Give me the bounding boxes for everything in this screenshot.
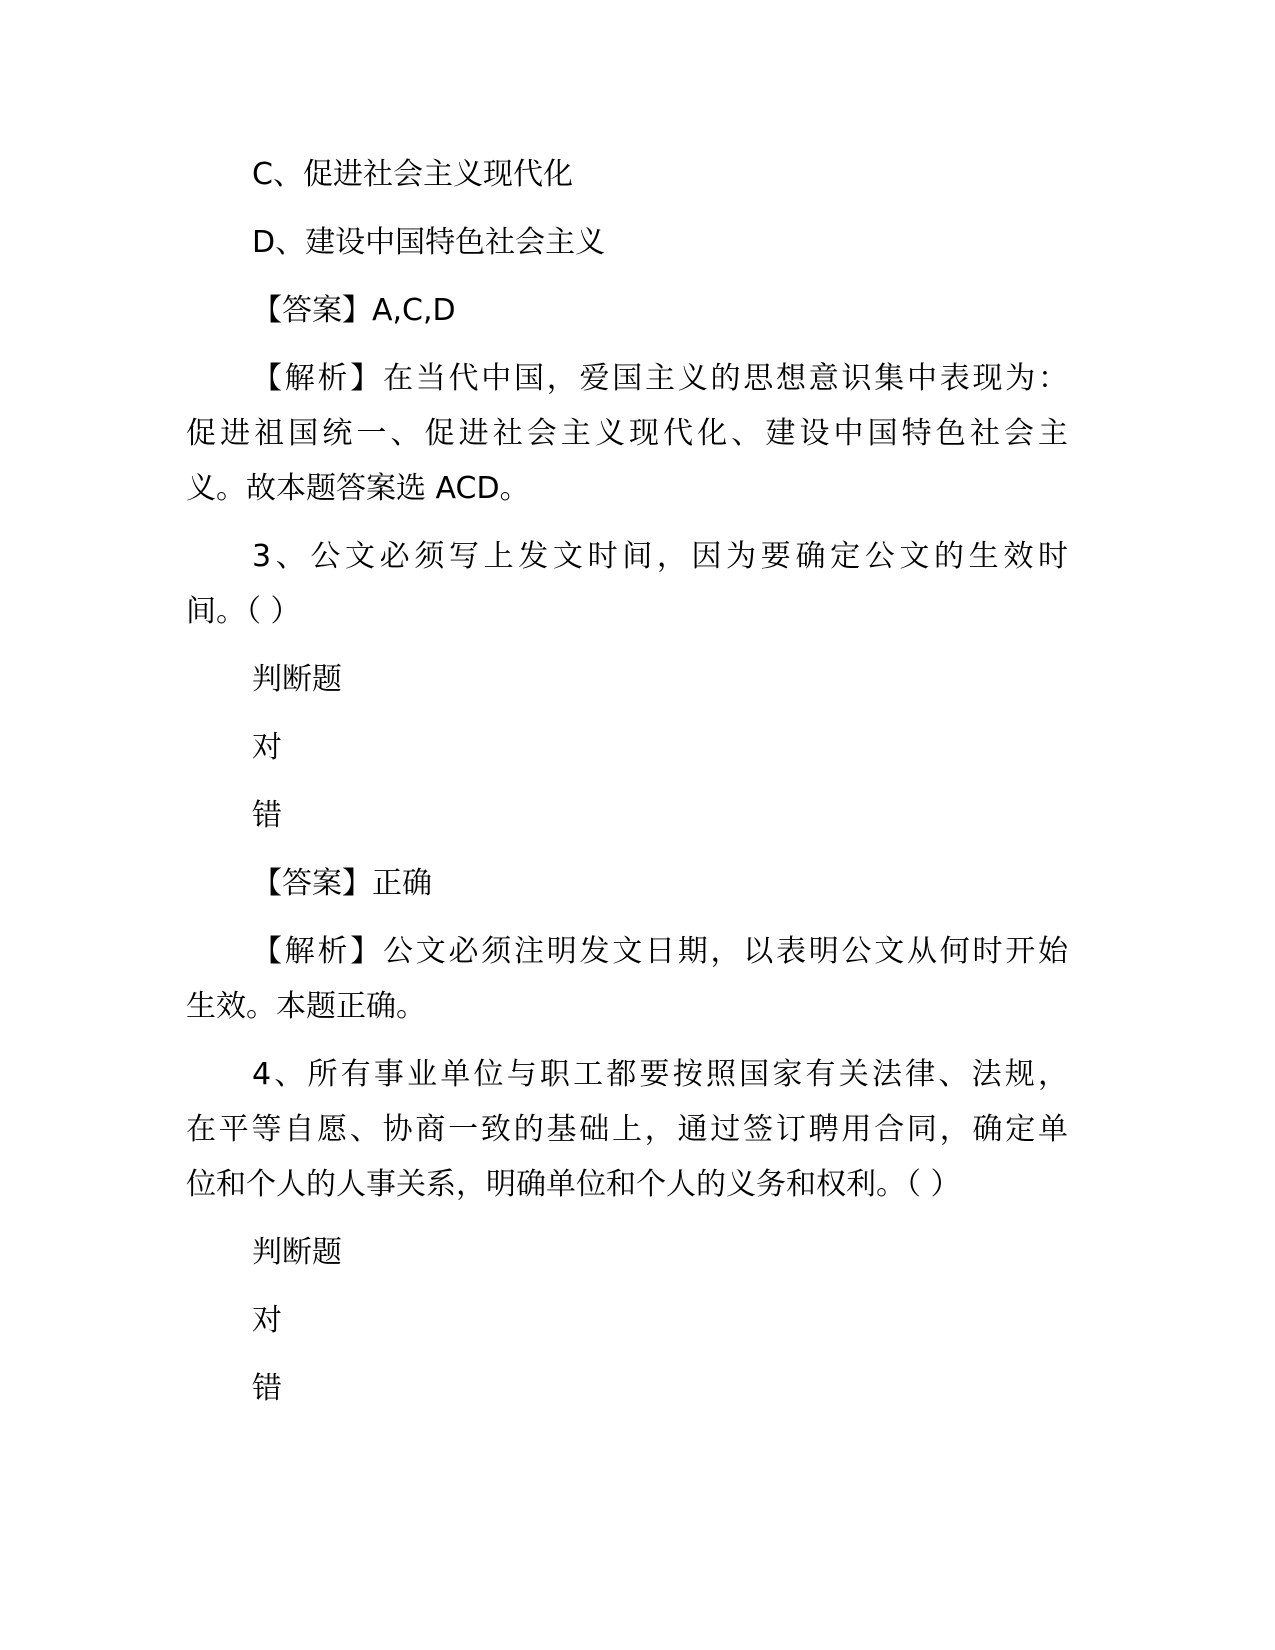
analysis-q2-line2: 促进祖国统一、促进社会主义现代化、建设中国特色社会主 <box>186 416 1068 451</box>
question-4-type: 判断题 <box>252 1235 342 1270</box>
question-3-option-true: 对 <box>252 730 282 765</box>
analysis-q2-line1: 【解析】在当代中国，爱国主义的思想意识集中表现为： <box>252 361 1068 396</box>
question-3-option-false: 错 <box>252 798 282 833</box>
question-4-line1: 4、所有事业单位与职工都要按照国家有关法律、法规， <box>252 1057 1068 1092</box>
question-3-type: 判断题 <box>252 662 342 697</box>
option-d: D、建设中国特色社会主义 <box>252 225 606 260</box>
analysis-q2-line3: 义。故本题答案选 ACD。 <box>186 471 530 506</box>
answer-q3: 【答案】正确 <box>252 866 432 901</box>
analysis-q3-line2: 生效。本题正确。 <box>186 989 426 1024</box>
question-4-line3: 位和个人的人事关系，明确单位和个人的义务和权利。（ ） <box>186 1167 961 1202</box>
question-4-line2: 在平等自愿、协商一致的基础上，通过签订聘用合同，确定单 <box>186 1112 1068 1147</box>
option-c: C、促进社会主义现代化 <box>252 157 573 192</box>
question-4-option-true: 对 <box>252 1303 282 1338</box>
analysis-q3-line1: 【解析】公文必须注明发文日期，以表明公文从何时开始 <box>252 934 1068 969</box>
question-3-line1: 3、公文必须写上发文时间，因为要确定公文的生效时 <box>252 539 1068 574</box>
question-4-option-false: 错 <box>252 1371 282 1406</box>
answer-q2: 【答案】A,C,D <box>252 293 456 328</box>
question-3-line2: 间。（ ） <box>186 594 301 629</box>
